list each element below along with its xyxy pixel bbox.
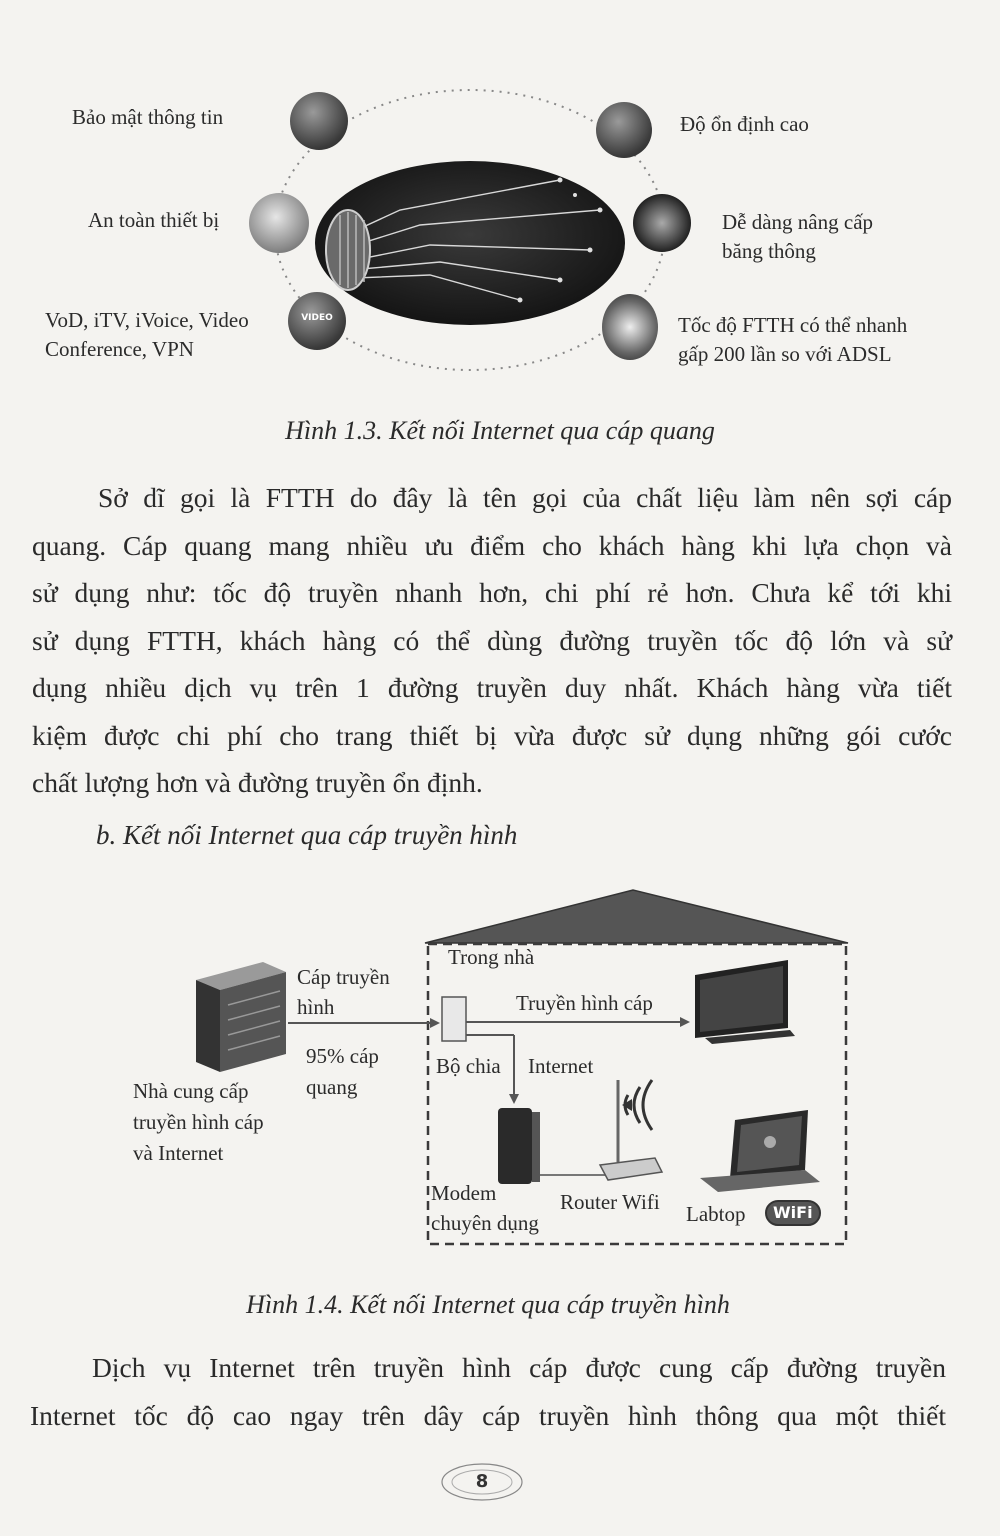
label-device-safety: An toàn thiết bị: [88, 208, 220, 232]
section-heading: b. Kết nối Internet qua cáp truyền hình: [96, 820, 518, 850]
label-upgrade-1: Dễ dàng nâng cấp: [722, 210, 874, 234]
label-modem-2: chuyên dụng: [431, 1211, 539, 1235]
label-provider-1: Nhà cung cấp: [133, 1079, 249, 1103]
paragraph-ftth: [32, 474, 952, 807]
video-badge: VIDEO: [301, 313, 333, 323]
paragraph-line: kiệm được chi phí cho trang thiết bị vừa được sử dụng những gói cước: [32, 719, 952, 751]
label-splitter: Bộ chia: [436, 1054, 501, 1078]
modem-icon: [498, 1108, 540, 1184]
label-fiber-2: quang: [306, 1075, 358, 1099]
tv-icon: [695, 960, 795, 1044]
label-in-home: Trong nhà: [448, 945, 535, 969]
paragraph-line: chất lượng hơn và đường truyền ổn định.: [32, 767, 483, 798]
server-icon: [196, 962, 286, 1072]
label-internet: Internet: [528, 1054, 594, 1078]
paragraph-line: sử dụng như: tốc độ truyền nhanh hơn, chi phí rẻ hơn. Chưa kể tới khi: [32, 577, 952, 608]
paragraph-line: Dịch vụ Internet trên truyền hình cáp được cung cấp đường truyền: [92, 1352, 946, 1383]
paragraph-line: Sở dĩ gọi là FTTH do đây là tên gọi của chất liệu làm nên sợi cáp: [98, 482, 952, 513]
upgrade-icon: [633, 194, 691, 252]
security-icon: [290, 92, 348, 150]
stability-icon: [596, 102, 652, 158]
house-roof: [425, 890, 848, 943]
label-provider-2: truyền hình cáp: [133, 1110, 264, 1134]
paragraph-line: dụng nhiều dịch vụ trên 1 đường truyền duy nhất. Khách hàng vừa tiết: [32, 672, 952, 703]
wifi-badge: WiFi: [765, 1200, 821, 1226]
paragraph-cable-internet: [30, 1344, 946, 1439]
label-security: Bảo mật thông tin: [72, 105, 224, 129]
laptop-icon: [700, 1110, 820, 1192]
label-services-1: VoD, iTV, iVoice, Video: [45, 308, 249, 332]
splitter-icon: [442, 997, 466, 1041]
label-speed-2: gấp 200 lần so với ADSL: [678, 342, 892, 366]
label-provider-3: và Internet: [133, 1141, 224, 1165]
paragraph-line: Internet tốc độ cao ngay trên dây cáp truyền hình thông qua một thiết: [30, 1399, 946, 1431]
label-cable-tv: Truyền hình cáp: [516, 991, 653, 1015]
figure-1-3-caption: Hình 1.3. Kết nối Internet qua cáp quang: [285, 416, 715, 445]
label-speed-1: Tốc độ FTTH có thể nhanh: [678, 313, 908, 337]
label-services-2: Conference, VPN: [45, 337, 194, 361]
paragraph-line: quang. Cáp quang mang nhiều ưu điểm cho khách hàng khi lựa chọn và: [32, 529, 952, 561]
device-safety-icon: [249, 193, 309, 253]
label-cable-2: hình: [297, 995, 335, 1019]
label-upgrade-2: băng thông: [722, 239, 816, 263]
label-stability: Độ ổn định cao: [680, 112, 809, 136]
speed-icon: [602, 294, 658, 360]
page-number: 8: [475, 1471, 489, 1492]
label-laptop: Labtop: [686, 1202, 746, 1226]
paragraph-line: sử dụng FTTH, khách hàng có thể dùng đường truyền tốc độ lớn và sử: [32, 624, 952, 656]
label-router: Router Wifi: [560, 1190, 660, 1214]
label-fiber-1: 95% cáp: [306, 1044, 379, 1068]
label-cable-1: Cáp truyền: [297, 965, 390, 989]
router-icon: [600, 1080, 662, 1180]
figure-1-4-caption: Hình 1.4. Kết nối Internet qua cáp truyền hình: [246, 1290, 730, 1319]
label-modem-1: Modem: [431, 1181, 497, 1205]
